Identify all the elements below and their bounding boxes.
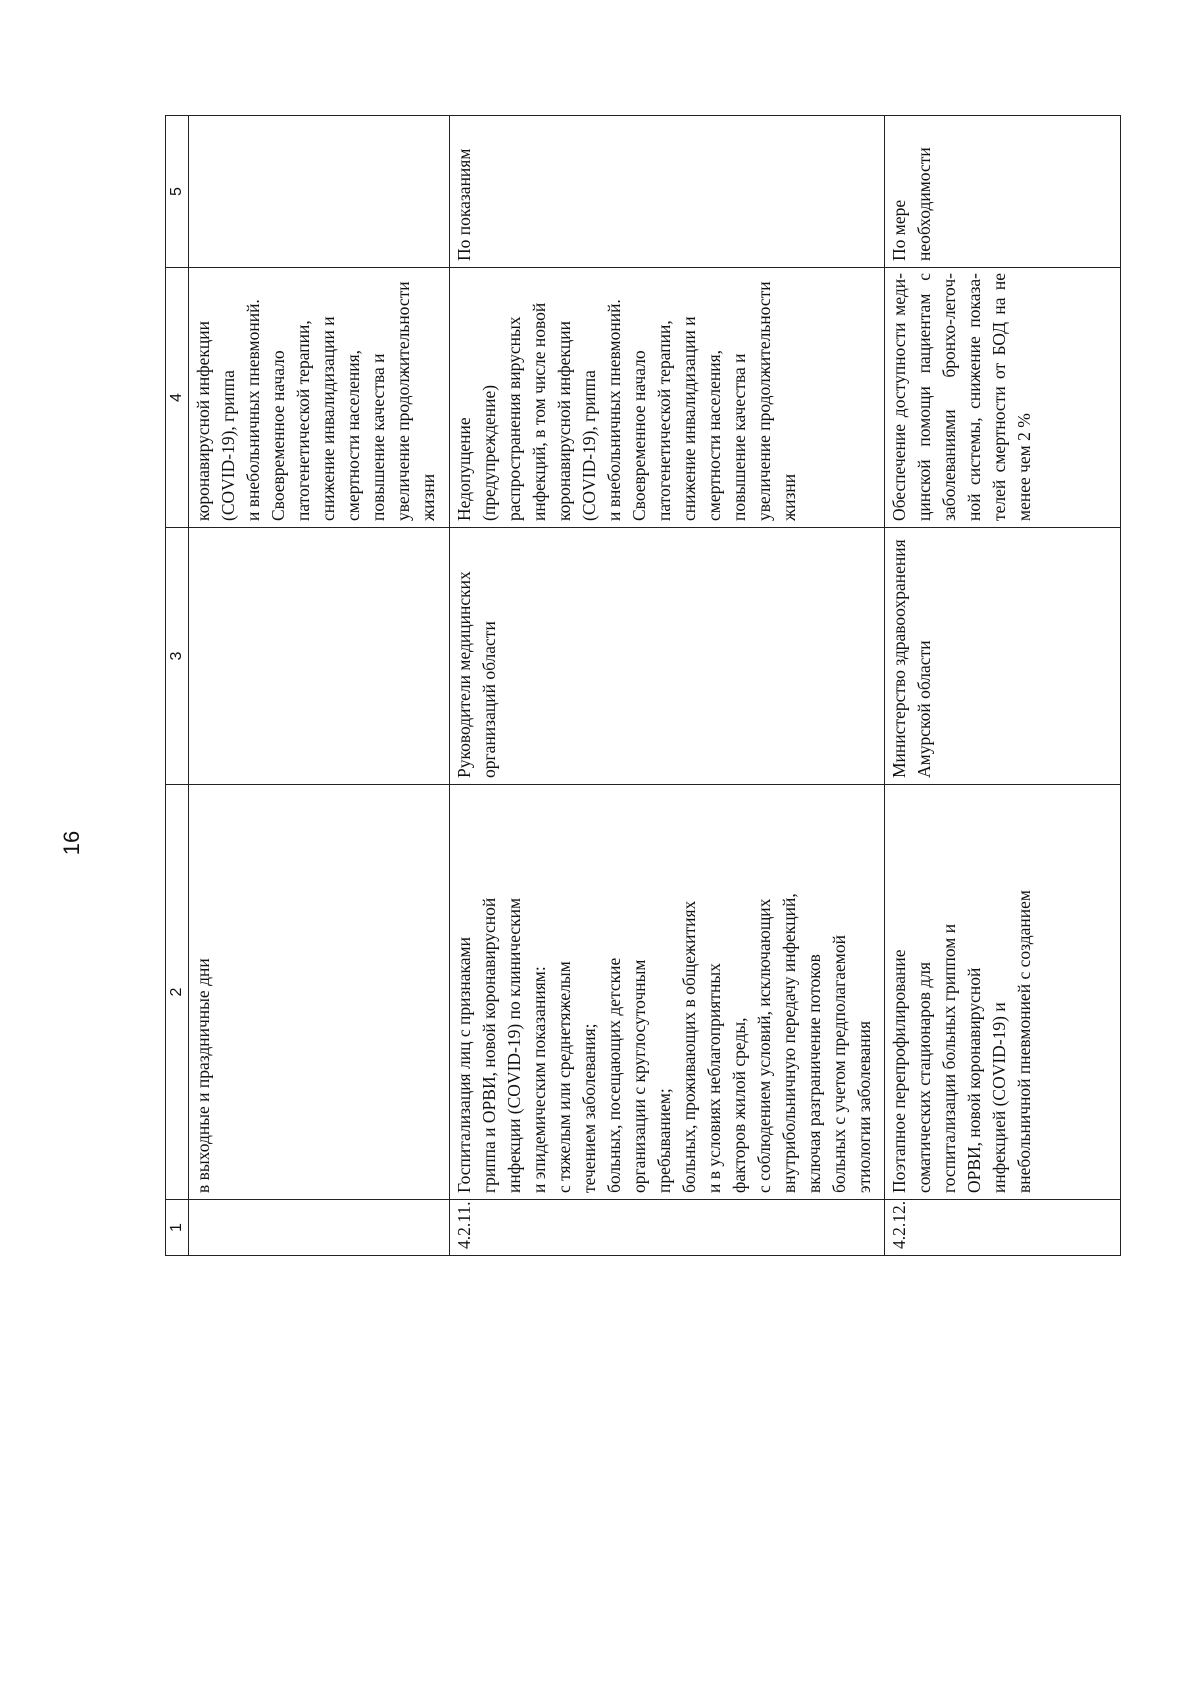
- result-line: Обеспечение доступности меди-: [889, 273, 909, 521]
- deadline-line: По мере: [889, 199, 909, 261]
- result-line: жизни: [418, 473, 438, 521]
- responsible-line: Руководители медицинских: [454, 571, 474, 778]
- result-line: и внебольничных пневмоний.: [604, 299, 624, 521]
- result-line: телей смертности от БОД на не: [989, 273, 1009, 521]
- responsible-cell: [885, 528, 1121, 785]
- measure-cell: [450, 785, 885, 1200]
- result-line: Своевременное начало: [629, 350, 649, 521]
- row-number-cell: 4.2.12.: [885, 1200, 1121, 1256]
- measure-line: инфекцией (COVID-19) и: [989, 1002, 1009, 1193]
- result-line: смертности населения,: [704, 349, 724, 521]
- result-cell: [189, 268, 450, 528]
- result-cell: [450, 268, 885, 528]
- result-line: патогенетической терапии,: [654, 320, 674, 521]
- result-line: заболеваниями бронхо-легоч-: [939, 273, 959, 521]
- measure-cell: [885, 785, 1121, 1200]
- measure-line: и эпидемическим показаниям:: [529, 966, 549, 1193]
- measures-table: [165, 115, 1121, 1256]
- measure-line: включая разграничение потоков: [804, 954, 824, 1193]
- deadline-cell: [885, 116, 1121, 268]
- header-col-5: 5: [166, 116, 189, 268]
- measure-line: госпитализации больных гриппом и: [939, 923, 959, 1193]
- measure-line: с соблюдением условий, исключающих: [754, 898, 774, 1193]
- page-number: 16: [59, 830, 84, 856]
- responsible-line: организаций области: [479, 621, 499, 778]
- header-col-4: 4: [166, 268, 189, 528]
- table-row: [885, 116, 1121, 1256]
- result-line: смертности населения,: [343, 349, 363, 521]
- measure-line: гриппа и ОРВИ, новой коронавирусной: [479, 897, 499, 1193]
- deadline-line: По показаниям: [454, 148, 474, 261]
- header-col-1: 1: [166, 1200, 189, 1256]
- deadline-cell: [189, 116, 450, 268]
- table-row: [450, 116, 885, 1256]
- result-line: Недопущение: [454, 417, 474, 521]
- result-line: увеличение продолжительности: [754, 281, 774, 521]
- measure-line: пребыванием;: [654, 1088, 674, 1193]
- measure-line: больных с учетом предполагаемой: [829, 935, 849, 1193]
- deadline-line: необходимости: [914, 147, 934, 261]
- result-line: (COVID-19), гриппа: [218, 370, 238, 521]
- measure-line: внебольничной пневмонией с созданием: [1014, 890, 1034, 1193]
- result-line: (COVID-19), гриппа: [579, 370, 599, 521]
- measure-cell: [189, 785, 450, 1200]
- row-number-cell: [189, 1200, 450, 1256]
- responsible-line: Министерство здравоохранения: [889, 539, 909, 778]
- deadline-cell: [450, 116, 885, 268]
- measure-line: соматических стационаров для: [914, 961, 934, 1193]
- measure-line: течением заболевания;: [579, 1023, 599, 1193]
- result-line: коронавирусной инфекции: [554, 321, 574, 521]
- header-col-2: 2: [166, 785, 189, 1200]
- measure-line: инфекции (COVID-19) по клиническим: [504, 897, 524, 1193]
- row-number-cell: 4.2.11.: [450, 1200, 885, 1256]
- measure-line: факторов жилой среды,: [729, 1017, 749, 1193]
- measure-line: Госпитализация лиц с признаками: [454, 937, 474, 1193]
- result-line: снижение инвалидизации и: [318, 316, 338, 521]
- responsible-cell: [189, 528, 450, 785]
- header-col-3: 3: [166, 528, 189, 785]
- measure-line: ОРВИ, новой коронавирусной: [964, 967, 984, 1193]
- result-line: повышение качества и: [729, 353, 749, 521]
- measure-line: этиологии заболевания: [854, 1021, 874, 1193]
- measure-line: Поэтапное перепрофилирование: [889, 949, 909, 1193]
- table-row: [189, 116, 450, 1256]
- result-line: (предупреждение): [479, 384, 499, 521]
- measure-line: организации с круглосуточным: [629, 959, 649, 1193]
- result-line: инфекций, в том числе новой: [529, 302, 549, 521]
- measure-line: в выходные и праздничные дни: [193, 958, 213, 1193]
- result-line: Своевременное начало: [268, 350, 288, 521]
- measure-line: и в условиях неблагоприятных: [704, 963, 724, 1193]
- rotated-table-wrapper: [165, 116, 1117, 1256]
- measure-line: внутрибольничную передачу инфекций,: [779, 893, 799, 1193]
- result-cell: [885, 268, 1121, 528]
- responsible-line: Амурской области: [914, 640, 934, 778]
- result-line: жизни: [779, 473, 799, 521]
- result-line: коронавирусной инфекции: [193, 321, 213, 521]
- result-line: повышение качества и: [368, 353, 388, 521]
- result-line: распространения вирусных: [504, 316, 524, 521]
- responsible-cell: [450, 528, 885, 785]
- measure-line: больных, посещающих детские: [604, 957, 624, 1193]
- result-line: менее чем 2 %: [1014, 413, 1034, 521]
- result-line: и внебольничных пневмоний.: [243, 299, 263, 521]
- measure-line: больных, проживающих в общежитиях: [679, 900, 699, 1193]
- result-line: патогенетической терапии,: [293, 320, 313, 521]
- result-line: цинской помощи пациентам с: [914, 273, 934, 521]
- result-line: увеличение продолжительности: [393, 281, 413, 521]
- result-line: ной системы, снижение показа-: [964, 273, 984, 521]
- header-row: [166, 116, 189, 1256]
- result-line: снижение инвалидизации и: [679, 316, 699, 521]
- measure-line: с тяжелым или среднетяжелым: [554, 961, 574, 1193]
